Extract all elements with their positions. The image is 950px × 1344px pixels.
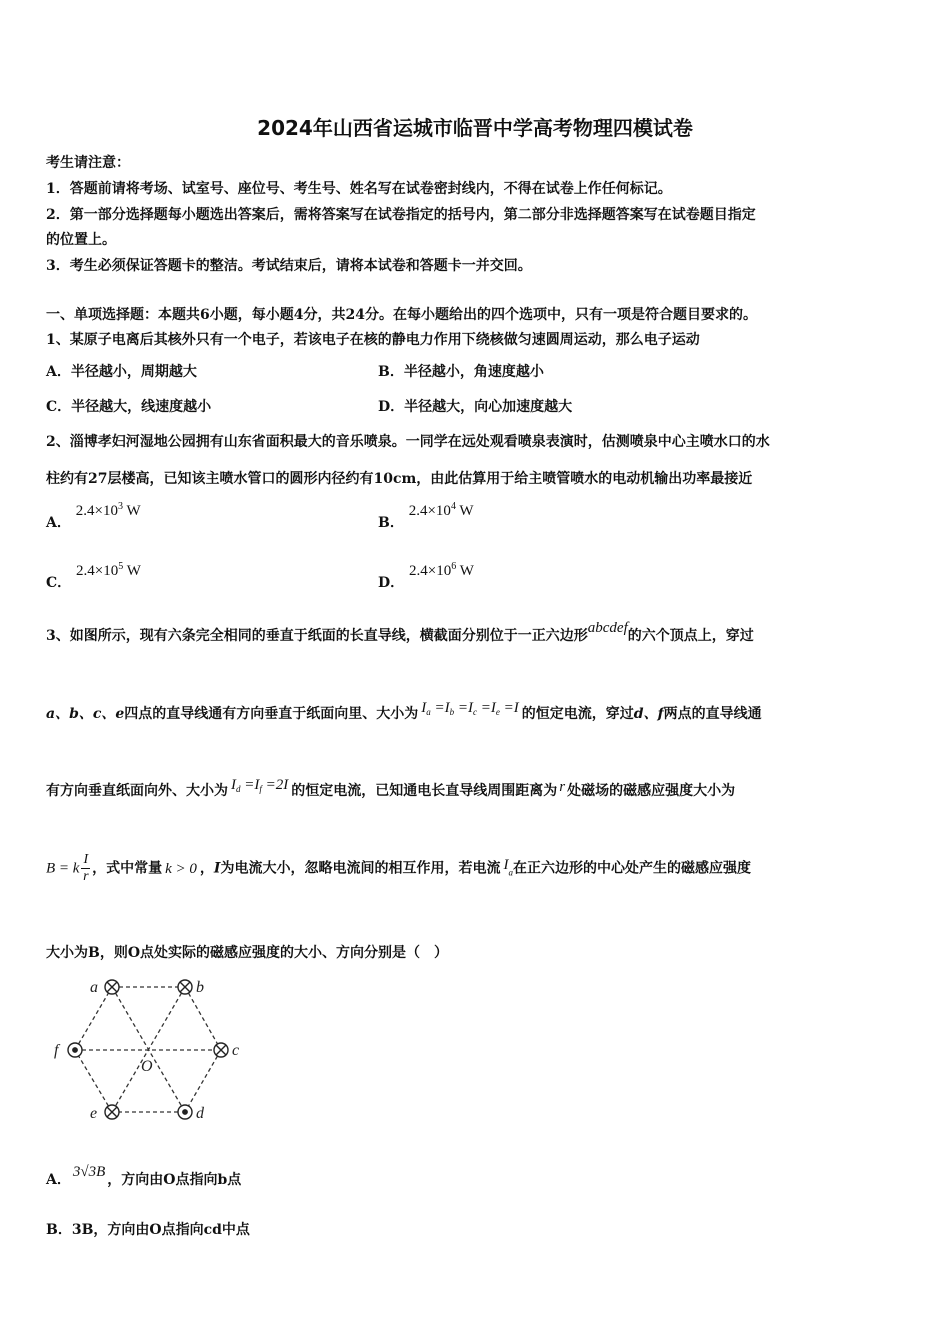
q3-l4-text-a: ，式中常量	[92, 860, 163, 877]
label-o: O	[141, 1058, 153, 1075]
q3-eq1-part: =I	[480, 700, 496, 716]
notice-item-2: 2．第一部分选择题每小题选出答案后，需将答案写在试卷指定的括号内，第二部分非选择题答案写在试卷题目指定	[46, 207, 756, 223]
q3-l4-text-d: 在正六边形的中心处产生的磁感应强度	[512, 860, 751, 877]
hexagon-lines	[75, 987, 221, 1112]
label-c: c	[232, 1042, 240, 1059]
label-f: f	[54, 1042, 59, 1059]
q3-formula-fraction	[81, 852, 90, 885]
q2-option-c-label: C．	[46, 575, 72, 591]
notice-item-3: 3．考生必须保证答题卡的整洁。考试结束后，请将本试卷和答题卡一并交回。	[46, 258, 532, 274]
hexagon-diagram	[50, 975, 260, 1125]
q3-distance-r: r	[559, 779, 566, 795]
q2-c-mantissa: 2.4×10	[76, 563, 119, 579]
q3-eq1-part: I	[421, 700, 427, 716]
q3-l1-text-c: 的六个顶点上，穿过	[627, 628, 754, 644]
edge-fa	[75, 987, 112, 1050]
q3-l2-points-df: d、f	[633, 706, 664, 722]
q3-current-symbol: I	[213, 860, 221, 877]
q3-l3-text-a: 有方向垂直纸面向外、大小为	[46, 783, 228, 799]
q1-option-d: D．半径越大，向心加速度越大	[378, 399, 573, 415]
q2-option-c	[46, 561, 141, 592]
notice-item-1: 1．答题前请将考场、试室号、座位号、考生号、姓名写在试卷密封线内，不得在试卷上作任何标记。	[46, 181, 672, 197]
q2-a-unit: W	[126, 503, 141, 519]
q3-line-3	[46, 777, 735, 800]
q3-constant-k: k > 0	[165, 860, 197, 877]
q2-option-b-label: B．	[378, 515, 404, 531]
q2-option-a-label: A．	[46, 515, 71, 531]
wire-d-out-of-page-icon	[178, 1105, 192, 1119]
q3-eq1-part: c	[473, 707, 478, 717]
q3-eq1-part: a	[426, 707, 431, 717]
q2-b-unit: W	[459, 503, 474, 519]
q3-ia-subscript: a	[508, 867, 513, 878]
q3-option-a-value: 3√3B	[72, 1164, 106, 1180]
q2-stem-1: 2、淄博孝妇河湿地公园拥有山东省面积最大的音乐喷泉。一同学在远处观看喷泉表演时，估测喷泉中心主喷水口的水	[46, 434, 770, 450]
wire-a-into-page-icon	[105, 980, 119, 994]
q3-eq2-part: =2I	[265, 777, 289, 793]
q2-option-b	[378, 501, 474, 532]
q3-option-b: B．3B，方向由O点指向cd中点	[46, 1222, 250, 1238]
q3-line-1	[46, 620, 754, 645]
q3-fraction-denominator: r	[83, 869, 89, 884]
q3-eq1-part: =I	[434, 700, 450, 716]
notice-item-2-cont: 的位置上。	[46, 232, 116, 248]
q2-option-d	[378, 561, 474, 592]
q2-b-mantissa: 2.4×10	[408, 503, 451, 519]
q3-current-equation-2	[231, 777, 288, 793]
wire-e-into-page-icon	[105, 1105, 119, 1119]
wire-b-into-page-icon	[178, 980, 192, 994]
q3-l2-text-b: 四点的直导线通有方向垂直于纸面向里、大小为	[124, 706, 419, 722]
q2-d-unit: W	[459, 563, 474, 579]
q2-option-a	[46, 501, 141, 532]
page-title: 2024年山西省运城市临晋中学高考物理四模试卷	[257, 116, 693, 140]
q1-option-b: B．半径越小，角速度越小	[378, 364, 544, 380]
q2-stem-2: 柱约有27层楼高，已知该主喷水管口的圆形内径约有10cm，由此估算用于给主喷管喷水的电动机输出功率最接近	[46, 471, 753, 487]
wire-f-out-of-page-icon	[68, 1043, 82, 1057]
wire-c-into-page-icon	[214, 1043, 228, 1057]
q2-c-exp: 5	[118, 561, 124, 572]
q1-option-c: C．半径越大，线速度越小	[46, 399, 212, 415]
q2-d-mantissa: 2.4×10	[409, 563, 452, 579]
q3-eq2-part: =I	[244, 777, 260, 793]
q3-option-a-label: A．	[46, 1172, 71, 1188]
q3-eq1-part: =I	[503, 700, 519, 716]
q3-l4-text-c: 为电流大小，忽略电流间的相互作用，若电流	[220, 860, 501, 877]
q3-hexagon-label: abcdef	[587, 620, 628, 636]
q3-l2-text-e: 两点的直导线通	[663, 706, 762, 722]
q3-line-4	[46, 852, 751, 885]
section-heading: 一、单项选择题：本题共6小题，每小题4分，共24分。在每小题给出的四个选项中，只有一项是符合题目要求的。	[46, 307, 757, 323]
q1-option-a: A．半径越小，周期越大	[46, 364, 197, 380]
label-b: b	[196, 979, 204, 996]
q2-a-exp: 3	[117, 501, 123, 512]
edge-bc	[185, 987, 221, 1050]
q3-current-equation-1	[421, 700, 519, 716]
q2-option-d-label: D．	[378, 575, 405, 591]
q3-fraction-numerator: I	[83, 852, 89, 867]
label-e: e	[90, 1105, 98, 1122]
q3-ia-symbol: I	[503, 856, 509, 873]
q3-eq2-part: f	[259, 784, 262, 794]
q3-eq1-part: b	[449, 707, 455, 717]
q3-line-5: 大小为B，则O点处实际的磁感应强度的大小、方向分别是（ ）	[46, 945, 449, 961]
q3-eq2-part: d	[236, 784, 241, 794]
q2-a-mantissa: 2.4×10	[75, 503, 118, 519]
q3-eq1-part: e	[495, 707, 500, 717]
q3-l3-text-c: 处磁场的磁感应强度大小为	[567, 783, 736, 799]
notice-heading: 考生请注意：	[46, 155, 130, 171]
q3-formula-lhs: B = k	[46, 860, 80, 877]
q3-eq1-part: =I	[457, 700, 474, 716]
q2-c-unit: W	[126, 563, 141, 579]
label-d: d	[196, 1105, 204, 1122]
q3-eq2-part: I	[231, 777, 236, 793]
q1-stem: 1、某原子电离后其核外只有一个电子，若该电子在核的静电力作用下绕核做匀速圆周运动，那么电子运动	[46, 332, 700, 348]
q3-line-2	[46, 700, 762, 723]
q3-l2-points: a、b、c、e	[46, 706, 125, 722]
q3-l4-comma: ，	[199, 860, 214, 877]
edge-ef	[75, 1050, 112, 1112]
q3-l2-text-c: 的恒定电流，穿过	[521, 706, 634, 722]
edge-cd	[185, 1050, 221, 1112]
q2-d-exp: 6	[451, 561, 457, 572]
q3-l3-text-b: 的恒定电流，已知通电长直导线周围距离为	[291, 783, 558, 799]
q3-l1-text-a: 3、如图所示，现有六条完全相同的垂直于纸面的长直导线，横截面分别位于一正六边形	[46, 628, 588, 644]
q3-option-a-text: ，方向由O点指向b点	[107, 1172, 242, 1188]
q2-b-exp: 4	[450, 501, 456, 512]
label-a: a	[90, 979, 98, 996]
q3-option-a	[46, 1164, 241, 1189]
